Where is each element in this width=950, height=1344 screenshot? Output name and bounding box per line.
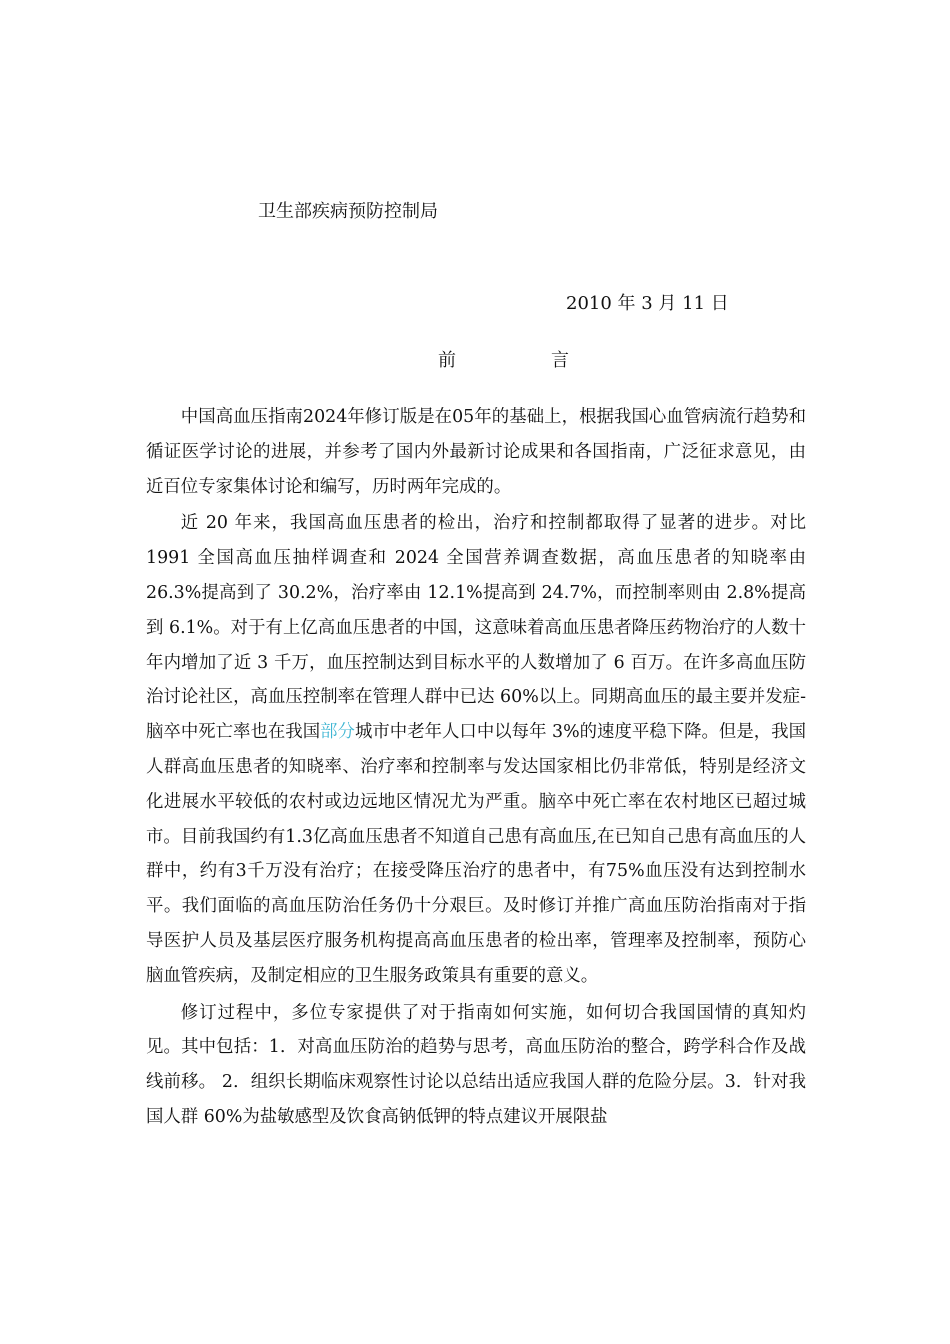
issue-date: 2010 年 3 月 11 日	[566, 293, 729, 314]
paragraph-2	[146, 506, 806, 993]
paragraph-2-part-1: 近 20 年来，我国高血压患者的检出，治疗和控制都取得了显著的进步。对比 1991 全国高血压抽样调查和 2024 全国营养调查数据，高血压患者的知晓率由 26.3%提高到了 30.2%，治疗率由 12.1%提高到 24.7%，而控制率则由 2.8%提高到 6.1%。对于有上亿高血压患者的中国，这意味着高血压患者降压药物治疗的人数十年内增加了近 3 千万，血压控制达到目标水平的人数增加了 6 百万。在许多高血压防治讨论社区，高血压控制率在管理人群中已达 60%以上。同期高血压的最主要并发症-脑卒中死亡率也在我国	[146, 513, 806, 743]
paragraph-2-part-2: 城市中老年人口中以每年 3%的速度平稳下降。但是，我国人群高血压患者的知晓率、治疗率和控制率与发达国家相比仍非常低，特别是经济文化进展水平较低的农村或边远地区情况尤为严重。脑卒中死亡率在农村地区已超过城市。目前我国约有1.3亿高血压患者不知道自己患有高血压,在已知自己患有高血压的人群中，约有3千万没有治疗；在接受降压治疗的患者中，有75%血压没有达到控制水平。我们面临的高血压防治任务仍十分艰巨。及时修订并推广高血压防治指南对于指导医护人员及基层医疗服务机构提高高血压患者的检出率，管理率及控制率，预防心脑血管疾病，及制定相应的卫生服务政策具有重要的意义。	[146, 722, 806, 986]
body-text	[146, 400, 806, 1137]
paragraph-3: 修订过程中，多位专家提供了对于指南如何实施，如何切合我国国情的真知灼见。其中包括：1．对高血压防治的趋势与思考，高血压防治的整合，跨学科合作及战线前移。 2．组织长期临床观察性讨论以总结出适应我国人群的危险分层。3．针对我国人群 60%为盐敏感型及饮食高钠低钾的特点建议开展限盐	[146, 1002, 806, 1127]
heading-char-1: 前	[438, 350, 456, 371]
paragraph-1: 中国高血压指南2024年修订版是在05年的基础上，根据我国心血管病流行趋势和循证医学讨论的进展，并参考了国内外最新讨论成果和各国指南，广泛征求意见，由近百位专家集体讨论和编写，历时两年完成的。	[146, 407, 806, 497]
issuing-organization: 卫生部疾病预防控制局	[258, 201, 438, 222]
heading-char-2: 言	[551, 350, 569, 371]
highlighted-term: 部分	[320, 722, 355, 743]
